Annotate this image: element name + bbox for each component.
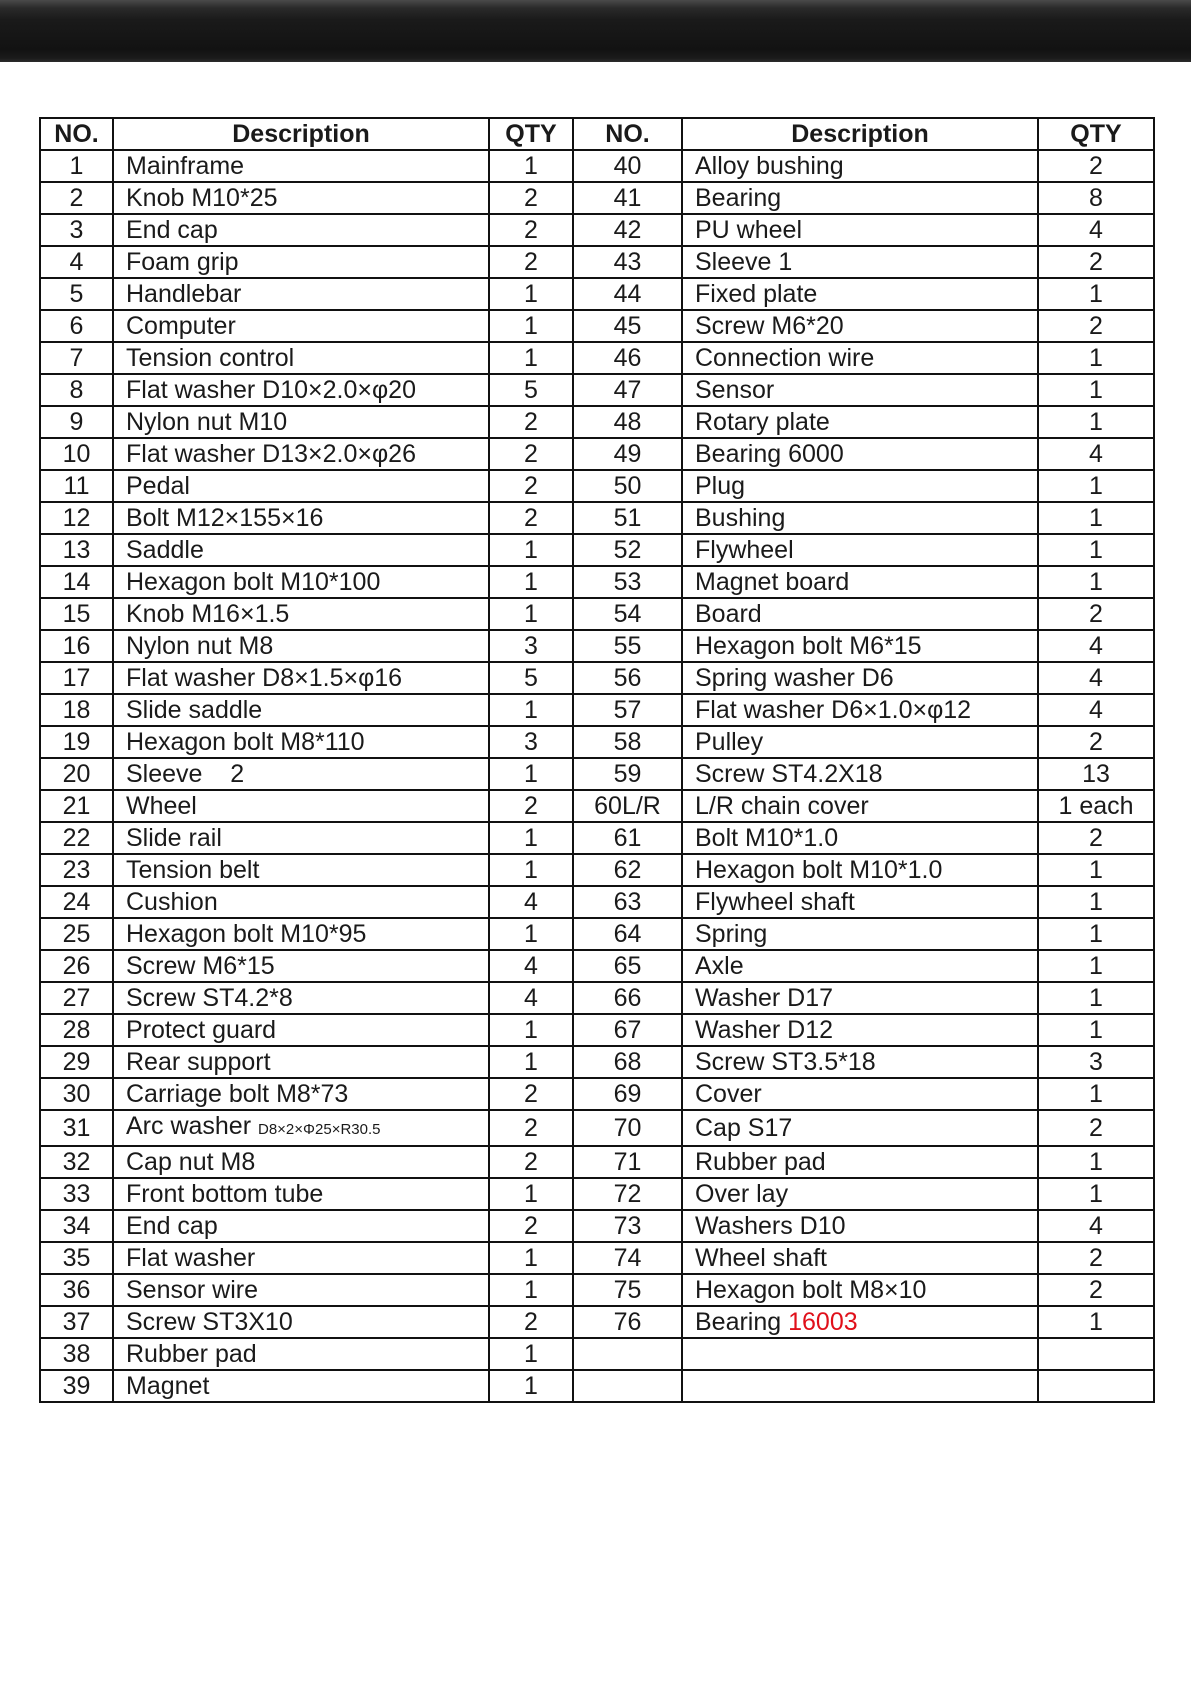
- table-row: [40, 630, 1154, 662]
- part-description-left: [113, 1110, 489, 1146]
- table-row: [40, 1146, 1154, 1178]
- part-qty-right: 4: [1038, 694, 1154, 726]
- part-description-text: Bearing: [695, 1308, 789, 1336]
- part-qty-right: 1: [1038, 374, 1154, 406]
- part-number-right: 60L/R: [573, 790, 682, 822]
- part-description-right: [682, 1370, 1038, 1402]
- part-number-left: 29: [40, 1046, 113, 1078]
- part-description-right: Board: [682, 598, 1038, 630]
- table-row: [40, 406, 1154, 438]
- part-description-right: [682, 1338, 1038, 1370]
- part-qty-right: 2: [1038, 1110, 1154, 1146]
- part-qty-left: 1: [489, 278, 573, 310]
- part-description-right: Flywheel shaft: [682, 886, 1038, 918]
- part-description-left: Magnet: [113, 1370, 489, 1402]
- part-qty-right: 1: [1038, 1306, 1154, 1338]
- part-description-right: Screw ST3.5*18: [682, 1046, 1038, 1078]
- part-qty-left: 2: [489, 790, 573, 822]
- part-qty-right: 1: [1038, 950, 1154, 982]
- part-description-left: Front bottom tube: [113, 1178, 489, 1210]
- part-description-right: Cap S17: [682, 1110, 1038, 1146]
- part-qty-right: 1 each: [1038, 790, 1154, 822]
- part-number-left: 32: [40, 1146, 113, 1178]
- part-number-right: 56: [573, 662, 682, 694]
- table-row: [40, 694, 1154, 726]
- part-number-left: 27: [40, 982, 113, 1014]
- part-description-left: Mainframe: [113, 150, 489, 182]
- top-bar: [0, 0, 1191, 62]
- part-qty-left: 1: [489, 1242, 573, 1274]
- header-qty-left: QTY: [489, 118, 573, 150]
- table-row: [40, 982, 1154, 1014]
- part-qty-left: 2: [489, 1110, 573, 1146]
- part-description-left: Knob M16×1.5: [113, 598, 489, 630]
- part-qty-left: 1: [489, 1178, 573, 1210]
- part-description-right: Washers D10: [682, 1210, 1038, 1242]
- part-description-left: Tension belt: [113, 854, 489, 886]
- part-description-left: Slide rail: [113, 822, 489, 854]
- part-number-right: 48: [573, 406, 682, 438]
- part-description-right: Spring washer D6: [682, 662, 1038, 694]
- part-qty-right: 2: [1038, 150, 1154, 182]
- table-row: [40, 1306, 1154, 1338]
- part-number-left: 15: [40, 598, 113, 630]
- part-number-left: 22: [40, 822, 113, 854]
- table-row: [40, 854, 1154, 886]
- part-description-right: Magnet board: [682, 566, 1038, 598]
- part-number-right: [573, 1370, 682, 1402]
- part-description-right: Screw ST4.2X18: [682, 758, 1038, 790]
- part-qty-left: 2: [489, 214, 573, 246]
- part-qty-left: 4: [489, 950, 573, 982]
- part-qty-left: 1: [489, 1338, 573, 1370]
- part-number-left: 34: [40, 1210, 113, 1242]
- part-qty-left: 2: [489, 502, 573, 534]
- part-number-right: 66: [573, 982, 682, 1014]
- part-qty-left: 1: [489, 758, 573, 790]
- part-qty-right: 2: [1038, 1274, 1154, 1306]
- part-qty-left: 1: [489, 918, 573, 950]
- part-number-right: 52: [573, 534, 682, 566]
- part-description-left: Rear support: [113, 1046, 489, 1078]
- part-description-right: [682, 1306, 1038, 1338]
- part-number-left: 1: [40, 150, 113, 182]
- header-description-left: Description: [113, 118, 489, 150]
- part-qty-right: 1: [1038, 1014, 1154, 1046]
- part-number-left: 39: [40, 1370, 113, 1402]
- part-description-left: Knob M10*25: [113, 182, 489, 214]
- part-description-left: Foam grip: [113, 246, 489, 278]
- part-number-right: 46: [573, 342, 682, 374]
- part-number-left: 5: [40, 278, 113, 310]
- part-number-right: 72: [573, 1178, 682, 1210]
- part-qty-right: 4: [1038, 1210, 1154, 1242]
- part-number-left: 9: [40, 406, 113, 438]
- part-number-left: 19: [40, 726, 113, 758]
- part-number-right: 76: [573, 1306, 682, 1338]
- part-description-right: Pulley: [682, 726, 1038, 758]
- part-spec-note: D8×2×Φ25×R30.5: [258, 1121, 381, 1138]
- table-row: [40, 534, 1154, 566]
- part-description-right: Flywheel: [682, 534, 1038, 566]
- part-description-left: Sensor wire: [113, 1274, 489, 1306]
- part-qty-right: 1: [1038, 982, 1154, 1014]
- part-description-right: Sensor: [682, 374, 1038, 406]
- part-description-left: End cap: [113, 1210, 489, 1242]
- part-qty-left: 5: [489, 374, 573, 406]
- part-description-right: Rubber pad: [682, 1146, 1038, 1178]
- part-description-left: Flat washer: [113, 1242, 489, 1274]
- table-row: [40, 1242, 1154, 1274]
- part-description-right: Hexagon bolt M10*1.0: [682, 854, 1038, 886]
- table-row: [40, 726, 1154, 758]
- table-row: [40, 246, 1154, 278]
- part-qty-right: 1: [1038, 1178, 1154, 1210]
- part-description-right: Bearing: [682, 182, 1038, 214]
- part-number-right: 75: [573, 1274, 682, 1306]
- table-row: [40, 886, 1154, 918]
- header-qty-right: QTY: [1038, 118, 1154, 150]
- part-qty-left: 2: [489, 1210, 573, 1242]
- part-number-left: 3: [40, 214, 113, 246]
- table-row: [40, 1110, 1154, 1146]
- header-description-right: Description: [682, 118, 1038, 150]
- part-number-left: 18: [40, 694, 113, 726]
- part-description-left: Cap nut M8: [113, 1146, 489, 1178]
- part-description-right: Wheel shaft: [682, 1242, 1038, 1274]
- highlighted-part-code: 16003: [788, 1308, 858, 1336]
- part-number-left: 4: [40, 246, 113, 278]
- part-number-left: 28: [40, 1014, 113, 1046]
- part-description-left: Screw ST4.2*8: [113, 982, 489, 1014]
- part-number-right: 54: [573, 598, 682, 630]
- part-qty-left: 2: [489, 406, 573, 438]
- part-description-right: Alloy bushing: [682, 150, 1038, 182]
- part-number-right: 74: [573, 1242, 682, 1274]
- part-qty-right: 13: [1038, 758, 1154, 790]
- table-row: [40, 342, 1154, 374]
- part-description-left: End cap: [113, 214, 489, 246]
- part-qty-right: 1: [1038, 1146, 1154, 1178]
- table-row: [40, 822, 1154, 854]
- part-qty-right: 2: [1038, 310, 1154, 342]
- part-qty-left: 1: [489, 1014, 573, 1046]
- part-qty-left: 1: [489, 854, 573, 886]
- part-description-right: Screw M6*20: [682, 310, 1038, 342]
- part-number-left: 26: [40, 950, 113, 982]
- table-row: [40, 1046, 1154, 1078]
- table-row: [40, 950, 1154, 982]
- part-qty-left: 1: [489, 310, 573, 342]
- part-description-left: Rubber pad: [113, 1338, 489, 1370]
- part-qty-left: 2: [489, 438, 573, 470]
- table-row: [40, 918, 1154, 950]
- part-number-right: 62: [573, 854, 682, 886]
- part-qty-left: 1: [489, 342, 573, 374]
- part-description-left: Saddle: [113, 534, 489, 566]
- part-number-right: 50: [573, 470, 682, 502]
- part-description-left: Hexagon bolt M10*100: [113, 566, 489, 598]
- part-description-left: Flat washer D13×2.0×φ26: [113, 438, 489, 470]
- part-description-right: L/R chain cover: [682, 790, 1038, 822]
- part-qty-right: 4: [1038, 630, 1154, 662]
- part-number-right: 53: [573, 566, 682, 598]
- part-description-left: Nylon nut M8: [113, 630, 489, 662]
- part-number-right: 63: [573, 886, 682, 918]
- part-qty-left: 4: [489, 982, 573, 1014]
- part-description-right: Spring: [682, 918, 1038, 950]
- part-number-left: 23: [40, 854, 113, 886]
- part-number-left: 13: [40, 534, 113, 566]
- part-description-left: Handlebar: [113, 278, 489, 310]
- part-qty-right: 1: [1038, 534, 1154, 566]
- part-description-right: Cover: [682, 1078, 1038, 1110]
- part-description-left: Screw M6*15: [113, 950, 489, 982]
- table-row: [40, 758, 1154, 790]
- part-description-right: Bolt M10*1.0: [682, 822, 1038, 854]
- part-description-right: Over lay: [682, 1178, 1038, 1210]
- part-number-right: 45: [573, 310, 682, 342]
- part-description-left: Flat washer D10×2.0×φ20: [113, 374, 489, 406]
- table-row: [40, 566, 1154, 598]
- part-description-left: Sleeve 2: [113, 758, 489, 790]
- part-number-right: 44: [573, 278, 682, 310]
- part-number-left: 21: [40, 790, 113, 822]
- part-number-right: [573, 1338, 682, 1370]
- part-number-left: 2: [40, 182, 113, 214]
- part-qty-right: [1038, 1338, 1154, 1370]
- part-number-left: 36: [40, 1274, 113, 1306]
- part-description-left: Protect guard: [113, 1014, 489, 1046]
- table-row: [40, 790, 1154, 822]
- part-qty-left: 3: [489, 726, 573, 758]
- part-number-left: 8: [40, 374, 113, 406]
- part-description-left: Bolt M12×155×16: [113, 502, 489, 534]
- part-qty-right: 1: [1038, 470, 1154, 502]
- part-description-left: Wheel: [113, 790, 489, 822]
- part-description-left: Nylon nut M10: [113, 406, 489, 438]
- part-number-left: 7: [40, 342, 113, 374]
- part-description-left: Cushion: [113, 886, 489, 918]
- table-row: [40, 1078, 1154, 1110]
- part-number-left: 20: [40, 758, 113, 790]
- table-row: [40, 1210, 1154, 1242]
- part-number-left: 17: [40, 662, 113, 694]
- part-number-left: 6: [40, 310, 113, 342]
- part-number-right: 61: [573, 822, 682, 854]
- part-number-right: 67: [573, 1014, 682, 1046]
- part-qty-left: 5: [489, 662, 573, 694]
- table-row: [40, 598, 1154, 630]
- part-qty-left: 1: [489, 822, 573, 854]
- part-number-right: 59: [573, 758, 682, 790]
- part-number-right: 55: [573, 630, 682, 662]
- part-qty-right: 1: [1038, 566, 1154, 598]
- part-description-left: Flat washer D8×1.5×φ16: [113, 662, 489, 694]
- table-row: [40, 214, 1154, 246]
- part-number-right: 65: [573, 950, 682, 982]
- part-qty-left: 1: [489, 566, 573, 598]
- part-number-left: 37: [40, 1306, 113, 1338]
- part-qty-right: 2: [1038, 822, 1154, 854]
- part-qty-right: 1: [1038, 342, 1154, 374]
- part-number-left: 31: [40, 1110, 113, 1146]
- table-row: [40, 438, 1154, 470]
- part-number-left: 11: [40, 470, 113, 502]
- part-qty-left: 1: [489, 1370, 573, 1402]
- part-number-right: 73: [573, 1210, 682, 1242]
- part-qty-left: 4: [489, 886, 573, 918]
- part-description-right: Rotary plate: [682, 406, 1038, 438]
- part-description-left: Hexagon bolt M10*95: [113, 918, 489, 950]
- part-qty-right: 4: [1038, 214, 1154, 246]
- table-header-row: [40, 118, 1154, 150]
- part-number-right: 58: [573, 726, 682, 758]
- part-qty-right: 2: [1038, 726, 1154, 758]
- part-qty-left: 1: [489, 1046, 573, 1078]
- part-qty-right: 1: [1038, 886, 1154, 918]
- table-row: [40, 150, 1154, 182]
- part-qty-right: 1: [1038, 1078, 1154, 1110]
- table-row: [40, 182, 1154, 214]
- part-qty-left: 2: [489, 1078, 573, 1110]
- part-qty-right: 1: [1038, 406, 1154, 438]
- part-number-right: 68: [573, 1046, 682, 1078]
- header-no-left: NO.: [40, 118, 113, 150]
- table-row: [40, 1274, 1154, 1306]
- part-description-text: Arc washer: [126, 1112, 252, 1140]
- part-number-right: 57: [573, 694, 682, 726]
- part-number-left: 10: [40, 438, 113, 470]
- table-row: [40, 470, 1154, 502]
- part-number-left: 16: [40, 630, 113, 662]
- part-qty-left: 1: [489, 150, 573, 182]
- part-description-right: PU wheel: [682, 214, 1038, 246]
- part-number-left: 25: [40, 918, 113, 950]
- part-description-left: Screw ST3X10: [113, 1306, 489, 1338]
- part-description-right: Bushing: [682, 502, 1038, 534]
- part-number-right: 41: [573, 182, 682, 214]
- part-description-left: Computer: [113, 310, 489, 342]
- part-number-left: 33: [40, 1178, 113, 1210]
- part-description-right: Hexagon bolt M6*15: [682, 630, 1038, 662]
- part-qty-left: 2: [489, 182, 573, 214]
- header-no-right: NO.: [573, 118, 682, 150]
- part-qty-left: 2: [489, 1306, 573, 1338]
- part-description-right: Axle: [682, 950, 1038, 982]
- part-number-right: 70: [573, 1110, 682, 1146]
- part-number-right: 40: [573, 150, 682, 182]
- part-qty-right: 3: [1038, 1046, 1154, 1078]
- part-number-right: 42: [573, 214, 682, 246]
- part-number-right: 47: [573, 374, 682, 406]
- table-row: [40, 374, 1154, 406]
- part-qty-right: 2: [1038, 246, 1154, 278]
- table-row: [40, 662, 1154, 694]
- part-qty-right: 8: [1038, 182, 1154, 214]
- part-description-right: Plug: [682, 470, 1038, 502]
- part-description-left: Hexagon bolt M8*110: [113, 726, 489, 758]
- part-description-right: Hexagon bolt M8×10: [682, 1274, 1038, 1306]
- part-description-left: Carriage bolt M8*73: [113, 1078, 489, 1110]
- parts-table-body: [40, 150, 1154, 1402]
- part-description-left: Slide saddle: [113, 694, 489, 726]
- part-qty-right: [1038, 1370, 1154, 1402]
- part-qty-right: 1: [1038, 278, 1154, 310]
- part-number-right: 51: [573, 502, 682, 534]
- part-qty-right: 2: [1038, 1242, 1154, 1274]
- part-number-right: 64: [573, 918, 682, 950]
- part-number-left: 30: [40, 1078, 113, 1110]
- part-number-right: 49: [573, 438, 682, 470]
- parts-list-table: [39, 117, 1155, 1403]
- part-qty-left: 1: [489, 1274, 573, 1306]
- part-qty-left: 2: [489, 470, 573, 502]
- table-row: [40, 1370, 1154, 1402]
- table-row: [40, 1014, 1154, 1046]
- part-description-right: Washer D17: [682, 982, 1038, 1014]
- part-description-right: Sleeve 1: [682, 246, 1038, 278]
- part-qty-left: 1: [489, 598, 573, 630]
- table-row: [40, 1178, 1154, 1210]
- part-qty-right: 4: [1038, 662, 1154, 694]
- part-description-right: Bearing 6000: [682, 438, 1038, 470]
- part-description-right: Fixed plate: [682, 278, 1038, 310]
- part-qty-right: 2: [1038, 598, 1154, 630]
- part-number-right: 71: [573, 1146, 682, 1178]
- part-qty-right: 1: [1038, 854, 1154, 886]
- part-qty-right: 1: [1038, 918, 1154, 950]
- part-description-right: Connection wire: [682, 342, 1038, 374]
- part-number-left: 38: [40, 1338, 113, 1370]
- part-description-left: Tension control: [113, 342, 489, 374]
- part-description-right: Washer D12: [682, 1014, 1038, 1046]
- part-description-left: Pedal: [113, 470, 489, 502]
- part-qty-left: 1: [489, 534, 573, 566]
- table-row: [40, 278, 1154, 310]
- part-qty-left: 3: [489, 630, 573, 662]
- part-qty-right: 1: [1038, 502, 1154, 534]
- part-number-left: 14: [40, 566, 113, 598]
- table-row: [40, 1338, 1154, 1370]
- part-qty-right: 4: [1038, 438, 1154, 470]
- part-number-right: 69: [573, 1078, 682, 1110]
- table-row: [40, 310, 1154, 342]
- part-number-right: 43: [573, 246, 682, 278]
- part-number-left: 24: [40, 886, 113, 918]
- part-number-left: 12: [40, 502, 113, 534]
- table-row: [40, 502, 1154, 534]
- part-number-left: 35: [40, 1242, 113, 1274]
- part-qty-left: 1: [489, 694, 573, 726]
- part-description-right: Flat washer D6×1.0×φ12: [682, 694, 1038, 726]
- part-qty-left: 2: [489, 1146, 573, 1178]
- part-qty-left: 2: [489, 246, 573, 278]
